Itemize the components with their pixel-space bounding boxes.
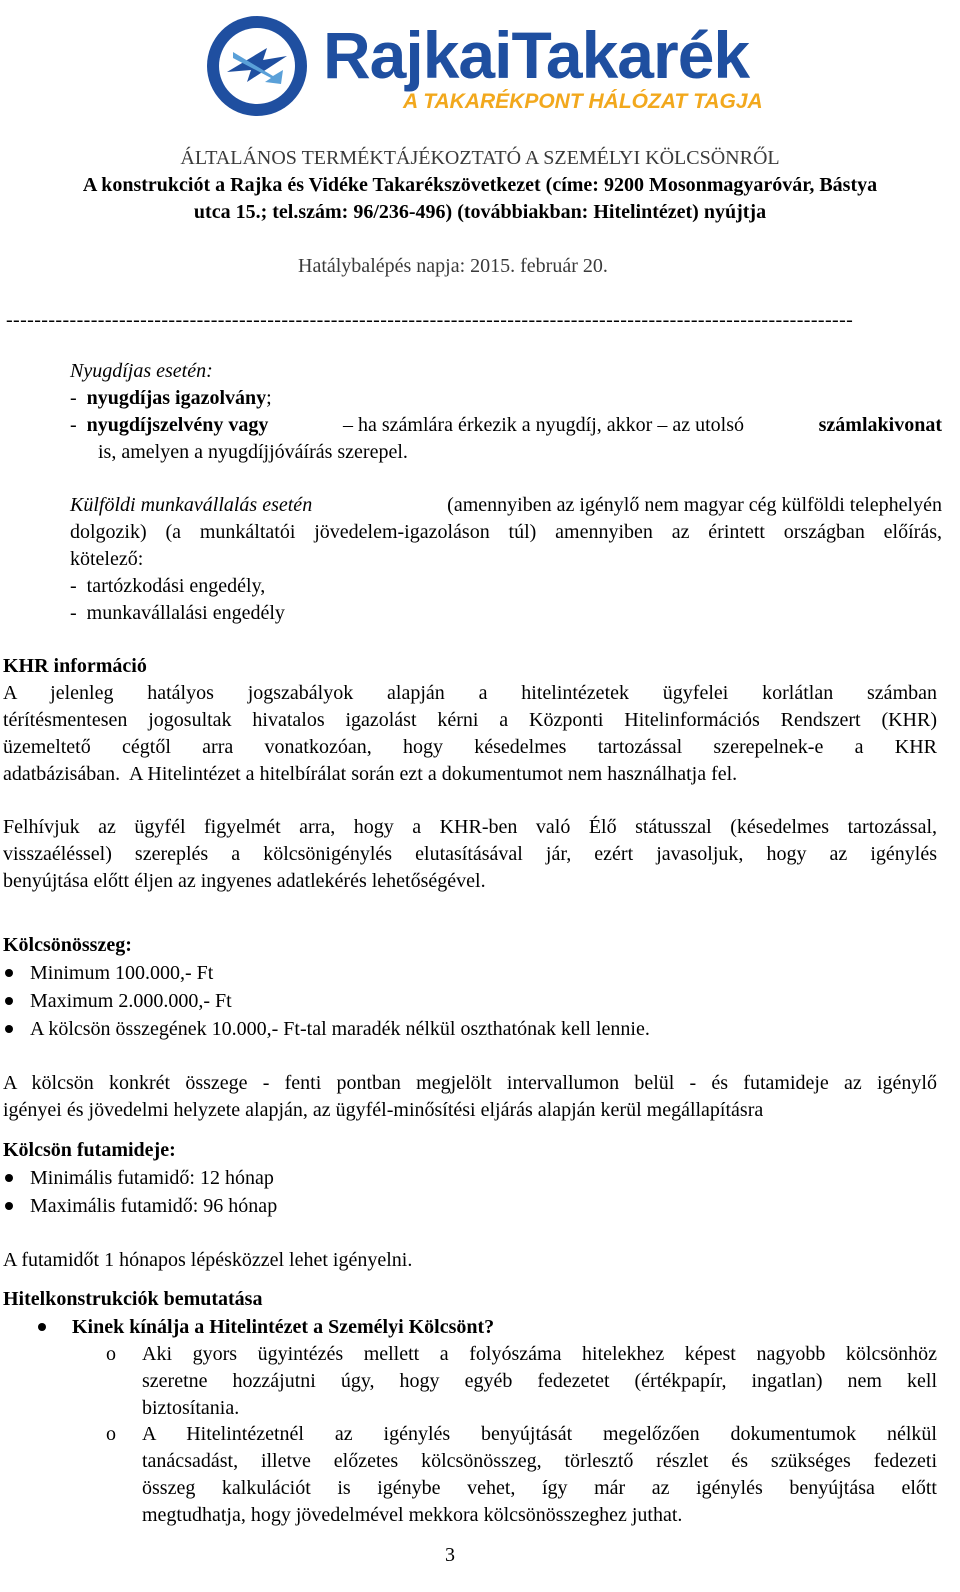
abroad-item-1: - tartózkodási engedély, xyxy=(70,575,266,597)
sub1-line-2: szeretne hozzájutni úgy, hogy egyéb fedezetet (értékpapír, ingatlan) nem kell xyxy=(142,1370,937,1392)
amount-item-1: Minimum 100.000,- Ft xyxy=(30,962,214,984)
amount-note-line-2: igényei és jövedelmi helyzete alapján, az ügyfél-minősítési eljárás alapján kerül megállapításra xyxy=(3,1099,764,1121)
rajkai-takarek-logo xyxy=(203,12,763,120)
pension-item-1: - nyugdíjas igazolvány; xyxy=(70,387,272,409)
term-note: A futamidőt 1 hónapos lépésközzel lehet igényelni. xyxy=(3,1249,413,1271)
pension-heading: Nyugdíjas esetén: xyxy=(70,360,213,382)
bullet-icon xyxy=(5,997,13,1005)
amount-item-3: A kölcsön összegének 10.000,- Ft-tal maradék nélkül oszthatónak kell lennie. xyxy=(30,1018,650,1040)
sub-bullet-marker: o xyxy=(106,1343,116,1365)
constructions-heading: Hitelkonstrukciók bemutatása xyxy=(3,1288,263,1310)
logo-mark-icon xyxy=(203,12,311,120)
pension-item-2: - nyugdíjszelvény vagy – ha számlára érkezik a nyugdíj, akkor – az utolsó számlakivonat xyxy=(70,414,942,436)
separator-line: ------------------------------------------------------------------------------------------------------------------------ xyxy=(6,309,854,331)
amount-heading: Kölcsönösszeg: xyxy=(3,934,132,956)
bullet-icon xyxy=(38,1323,46,1331)
khr-p2-line-2: visszaéléssel) szereplés a kölcsönigénylés elutasításával jár, ezért javasoljuk, hogy az igénylés xyxy=(3,843,937,865)
sub2-line-3: összeg kalkulációt is igénybe vehet, így már az igénylés benyújtása előtt xyxy=(142,1477,937,1499)
khr-p2-line-3: benyújtása előtt éljen az ingyenes adatlekérés lehetőségével. xyxy=(3,870,486,892)
provider-line-1: A konstrukciót a Rajka és Vidéke Takarékszövetkezet (címe: 9200 Mosonmagyaróvár, Bástya xyxy=(82,174,878,196)
effective-date: Hatálybalépés napja: 2015. február 20. xyxy=(298,255,608,277)
amount-item-2: Maximum 2.000.000,- Ft xyxy=(30,990,232,1012)
bullet-icon xyxy=(5,1025,13,1033)
sub1-line-3: biztosítania. xyxy=(142,1397,240,1419)
bullet-icon xyxy=(5,969,13,977)
bullet-icon xyxy=(5,1174,13,1182)
abroad-line-3: kötelező: xyxy=(70,548,144,570)
term-item-2: Maximális futamidő: 96 hónap xyxy=(30,1195,278,1217)
constructions-question: Kinek kínálja a Hitelintézet a Személyi Kölcsönt? xyxy=(72,1316,495,1338)
document-title: ÁLTALÁNOS TERMÉKTÁJÉKOZTATÓ A SZEMÉLYI KÖLCSÖNRŐL xyxy=(180,147,780,169)
sub-bullet-marker: o xyxy=(106,1423,116,1445)
sub1-line-1: Aki gyors ügyintézés mellett a folyószáma hitelekhez képest nagyobb kölcsönhöz xyxy=(142,1343,937,1365)
khr-p2-line-1: Felhívjuk az ügyfél figyelmét arra, hogy a KHR-ben való Élő státusszal (késedelmes tartozással, xyxy=(3,816,937,838)
khr-p1-line-4: adatbázisában. A Hitelintézet a hitelbírálat során ezt a dokumentumot nem használhatja fel. xyxy=(3,763,738,785)
sub2-line-1: A Hitelintézetnél az igénylés benyújtását megelőzően dokumentumok nélkül xyxy=(142,1423,937,1445)
sub2-line-2: tanácsadást, illetve előzetes kölcsönösszeg, törlesztő részlet és szükséges fedezeti xyxy=(142,1450,937,1472)
logo-tagline: A TAKARÉKPONT HÁLÓZAT TAGJA xyxy=(403,90,763,113)
khr-p1-line-2: térítésmentesen jogosultak hivatalos igazolást kérni a Központi Hitelinformációs Rendszert (KHR) xyxy=(3,709,937,731)
sub2-line-4: megtudhatja, hogy jövedelmével mekkora kölcsönösszeghez juthat. xyxy=(142,1504,683,1526)
logo-wordmark: RajkaiTakarék xyxy=(323,18,750,92)
term-item-1: Minimális futamidő: 12 hónap xyxy=(30,1167,274,1189)
abroad-line-2: dolgozik) (a munkáltatói jövedelem-igazoláson túl) amennyiben az érintett országban előírás, xyxy=(70,521,942,543)
khr-p1-line-3: üzemeltető cégtől arra vonatkozóan, hogy késedelmes tartozással szerepelnek-e a KHR xyxy=(3,736,937,758)
provider-line-2: utca 15.; tel.szám: 96/236-496) (továbbiakban: Hitelintézet) nyújtja xyxy=(193,201,767,223)
term-heading: Kölcsön futamideje: xyxy=(3,1139,176,1161)
abroad-item-2: - munkavállalási engedély xyxy=(70,602,285,624)
khr-p1-line-1: A jelenleg hatályos jogszabályok alapján a hitelintézetek ügyfelei korlátlan számban xyxy=(3,682,937,704)
abroad-line-1: Külföldi munkavállalás esetén (amennyiben az igénylő nem magyar cég külföldi telephelyén xyxy=(70,494,942,516)
pension-item-2-cont: is, amelyen a nyugdíjjóváírás szerepel. xyxy=(98,441,408,463)
amount-note-line-1: A kölcsön konkrét összege - fenti pontban megjelölt intervallumon belül - és futamideje az igénylő xyxy=(3,1072,937,1094)
page-number: 3 xyxy=(445,1544,455,1566)
bullet-icon xyxy=(5,1202,13,1210)
khr-heading: KHR információ xyxy=(3,655,147,677)
